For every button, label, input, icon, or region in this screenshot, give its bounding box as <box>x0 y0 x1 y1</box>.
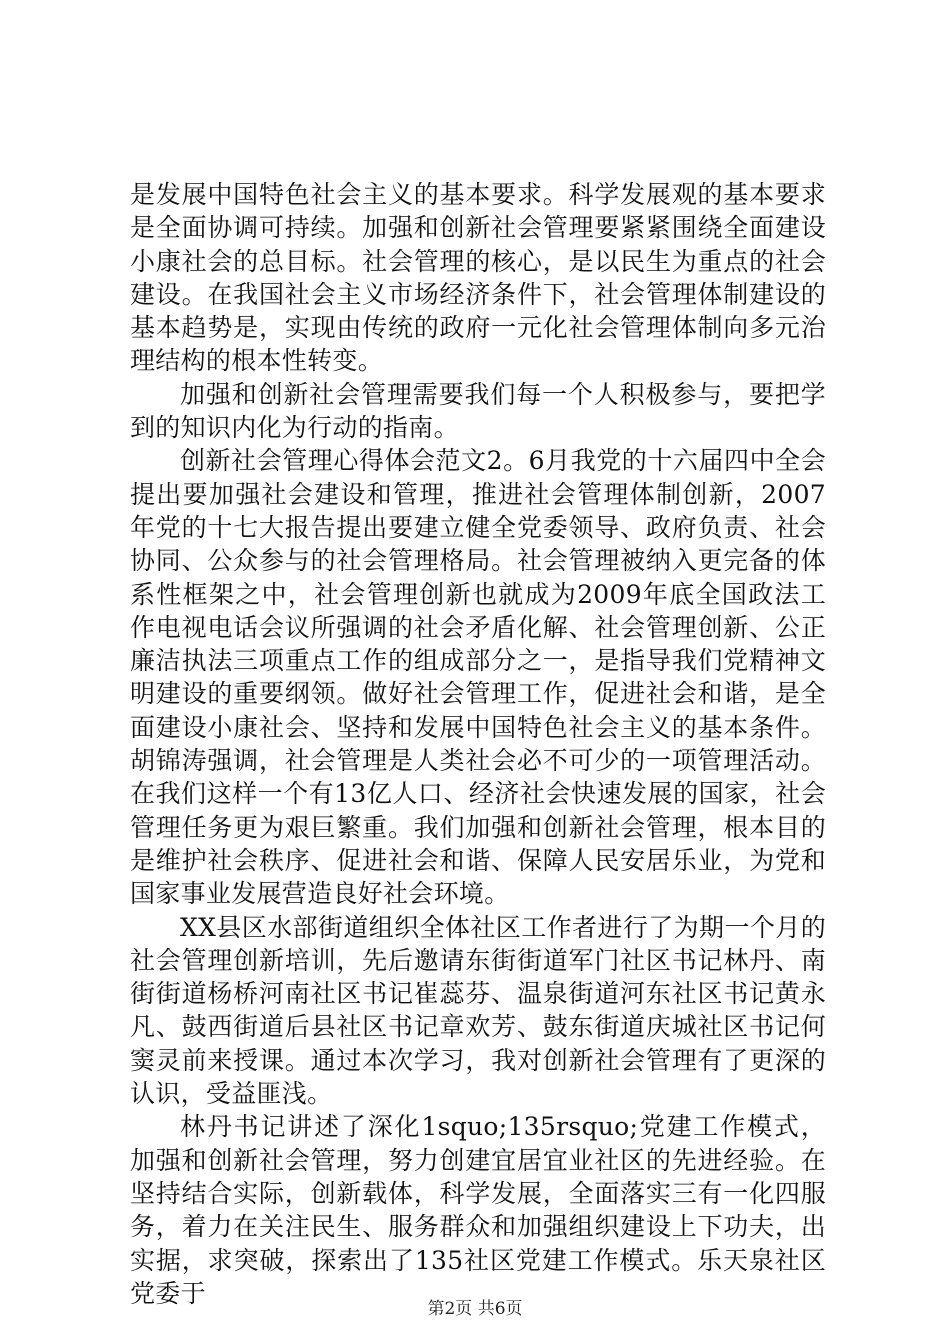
paragraph-continuation: 是发展中国特色社会主义的基本要求。科学发展观的基本要求是全面协调可持续。加强和创新社会管理要紧紧围绕全面建设小康社会的总目标。社会管理的核心，是以民生为重点的社会建设。在我国社会主义市场经济条件下，社会管理体制建设的基本趋势是，实现由传统的政府一元化社会管理体制向多元治理结构的根本性转变。 <box>130 180 826 376</box>
document-body <box>130 178 826 1310</box>
paragraph-training: XX县区水部街道组织全体社区工作者进行了为期一个月的社会管理创新培训，先后邀请东街街道军门社区书记林丹、南街街道杨桥河南社区书记崔蕊芬、温泉街道河东社区书记黄永凡、鼓西街道后县社区书记章欢芳、鼓东街道庆城社区书记何窦灵前来授课。通过本次学习，我对创新社会管理有了更深的认识，受益匪浅。 <box>130 912 826 1109</box>
paragraph-participation: 加强和创新社会管理需要我们每一个人积极参与，要把学到的知识内化为行动的指南。 <box>130 379 826 443</box>
paragraph-sample-essay-2: 创新社会管理心得体会范文2。6月我党的十六届四中全会提出要加强社会建设和管理，推进社会管理体制创新，2007年党的十七大报告提出要建立健全党委领导、政府负责、社会协同、公众参与的社会管理格局。社会管理被纳入更完备的体系性框架之中，社会管理创新也就成为2009年底全国政法工作电视电话会议所强调的社会矛盾化解、社会管理创新、公正廉洁执法三项重点工作的组成部分之一，是指导我们党精神文明建设的重要纲领。做好社会管理工作，促进社会和谐，是全面建设小康社会、坚持和发展中国特色社会主义的基本条件。胡锦涛强调，社会管理是人类社会必不可少的一项管理活动。在我们这样一个有13亿人口、经济社会快速发展的国家，社会管理任务更为艰巨繁重。我们加强和创新社会管理，根本目的是维护社会秩序、促进社会和谐、保障人民安居乐业，为党和国家事业发展营造良好社会环境。 <box>130 446 826 909</box>
page-footer: 第2页 共6页 <box>427 1299 523 1319</box>
paragraph-lin-dan: 林丹书记讲述了深化1squo;135rsquo;党建工作模式，加强和创新社会管理，努力创建宜居宜业社区的先进经验。在坚持结合实际，创新载体，科学发展，全面落实三有一化四服务，着力在关注民生、服务群众和加强组织建设上下功夫，出实据，求突破，探索出了135社区党建工作模式。乐天泉社区党委于 <box>130 1112 826 1308</box>
